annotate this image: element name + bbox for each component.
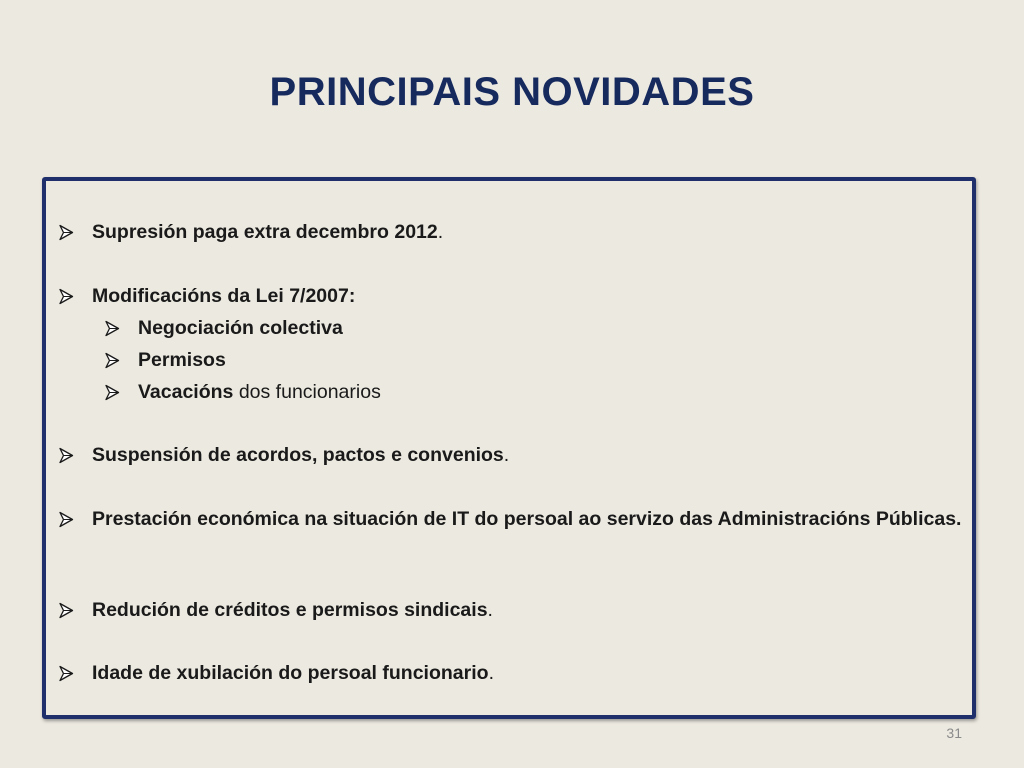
list-item xyxy=(58,597,966,623)
list-item xyxy=(58,442,966,468)
arrow-bullet-icon xyxy=(58,283,92,309)
item-bold-text: Vacacións xyxy=(138,381,234,403)
item-normal-text: . xyxy=(503,444,510,466)
arrow-bullet-icon xyxy=(104,379,138,405)
slide-number: 31 xyxy=(946,725,962,741)
list-item xyxy=(58,283,966,309)
item-bold-text: Permisos xyxy=(138,349,226,371)
list-subitem xyxy=(104,315,964,341)
arrow-bullet-icon xyxy=(104,315,138,341)
item-normal-text: . xyxy=(437,221,444,243)
item-bold-text: Modificacións da Lei 7/2007: xyxy=(92,285,356,307)
arrow-bullet-icon xyxy=(58,219,92,245)
content-box xyxy=(42,177,976,719)
arrow-bullet-icon xyxy=(58,660,92,686)
item-bold-text: Idade de xubilación do persoal funcionario xyxy=(92,662,489,684)
slide-title: PRINCIPAIS NOVIDADES xyxy=(269,70,755,114)
arrow-bullet-icon xyxy=(58,597,92,623)
arrow-bullet-icon xyxy=(58,442,92,468)
item-bold-text: Redución de créditos e permisos sindicais xyxy=(92,599,488,621)
item-normal-text: dos funcionarios xyxy=(233,381,381,403)
list-subitem xyxy=(104,379,964,405)
item-normal-text: . xyxy=(488,662,494,684)
item-normal-text: . xyxy=(487,599,493,621)
arrow-bullet-icon xyxy=(104,347,138,373)
arrow-bullet-icon xyxy=(58,506,92,532)
list-subitem xyxy=(104,347,964,373)
list-item xyxy=(58,506,966,532)
item-bold-text: Prestación económica na situación de IT do persoal ao servizo das Administracións Públicas. xyxy=(92,508,962,530)
list-item xyxy=(58,219,966,245)
item-bold-text: Negociación colectiva xyxy=(138,317,343,339)
item-bold-text: Suspensión de acordos, pactos e convenios xyxy=(92,444,504,466)
item-bold-text: Supresión paga extra decembro 2012 xyxy=(92,221,438,243)
list-item xyxy=(58,660,966,686)
